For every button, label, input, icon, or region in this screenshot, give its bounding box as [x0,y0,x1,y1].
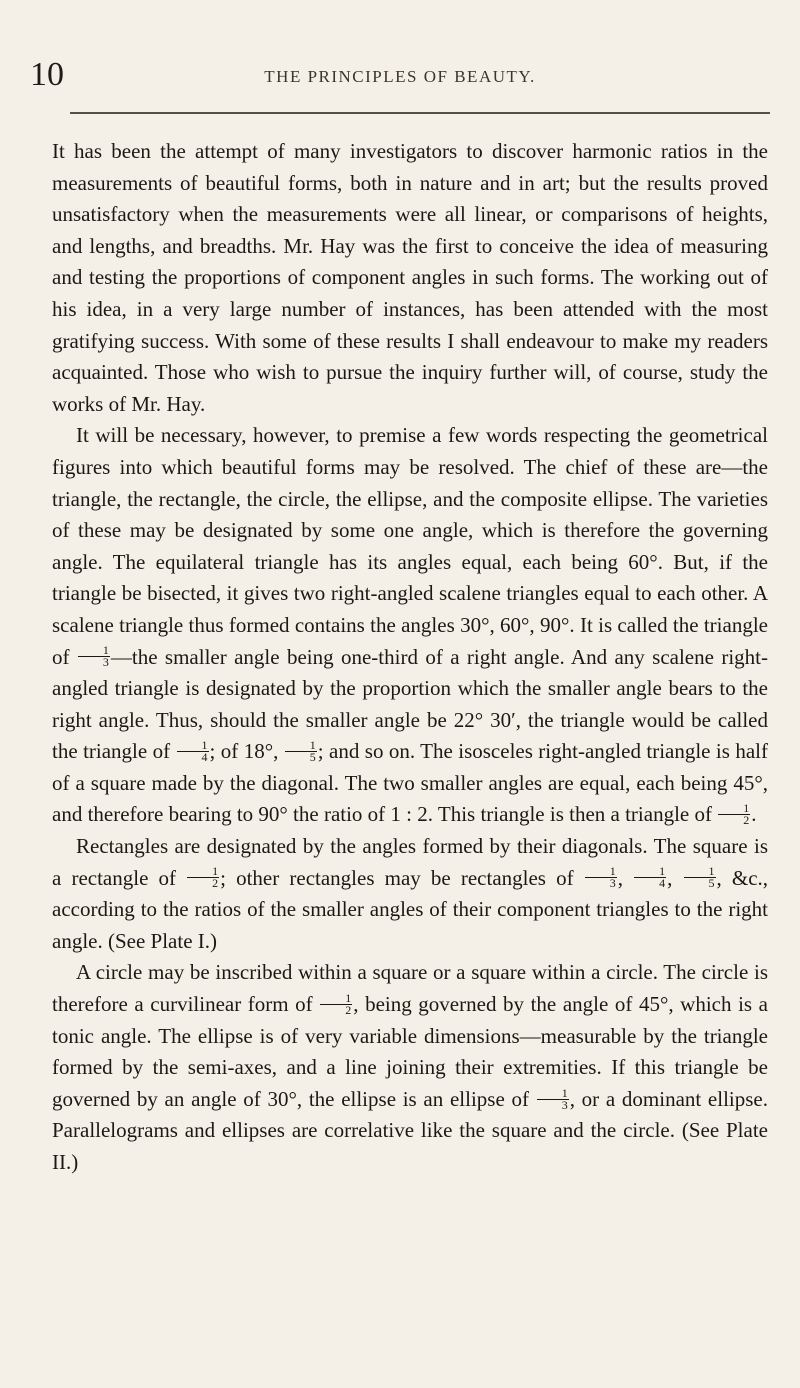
paragraph-text: It has been the attempt of many investigators to discover harmonic ratios in the measurements of beautiful forms, both in nature and in art; but the results proved unsatisfactory when the measurements were all linear, or comparisons of heights, and lengths, and breadths. Mr. Hay was the first to conceive the idea of measuring and testing the proportions of component angles in such forms. The working out of his idea, in a very large number of instances, has been attended with the most gratifying success. With some of these results I shall endeavour to make my readers acquainted. Those who wish to pursue the inquiry further will, of course, study the works of Mr. Hay. [52,139,768,416]
paragraph-text: , [617,865,634,890]
paragraph-text: , [667,865,683,890]
page-number: 10 [30,56,64,93]
paragraph-text: —the smaller angle being one-third of a right angle. And any scalene right-angled triangle is designated by the proportion which the smaller angle bears to the right angle. Thus, should the smaller angle be 22° 30′, the triangle would be called the triangle of [52,644,768,764]
paragraph-text: ; and so on. The isosceles right-angled triangle is half of a square made by the diagonal. The two smaller angles are equal, each being 45°, and therefore bearing to 90° the ratio of 1 : 2. This triangle is then a triangle of [52,739,768,827]
running-head: THE PRINCIPLES OF BEAUTY. [264,67,536,86]
page-header [30,58,770,102]
header-rule [70,112,770,114]
paragraph-text: Rectangles are designated by the angles formed by their diagonals. The square is a rectangle of [52,834,768,890]
paragraph-text: ; other rectangles may be rectangles of [220,865,584,890]
paragraph-2 [52,420,768,831]
paragraph-3 [52,831,768,957]
paragraph-text: It will be necessary, however, to premise a few words respecting the geometrical figures into which beautiful forms may be resolved. The chief of these are—the triangle, the rectangle, the circle, the ellipse, and the composite ellipse. The varieties of these may be designated by some one angle, which is therefore the governing angle. The equilateral triangle has its angles equal, each being 60°. But, if the triangle be bisected, it gives two right-angled scalene triangles equal to each other. A scalene triangle thus formed contains the angles 30°, 60°, 90°. It is called the triangle of [52,423,768,669]
fraction-one-fifth: $\frac{1}{5}$ [684,866,716,889]
fraction-one-half: $\frac{1}{2}$ [718,803,750,826]
fraction-one-fifth: $\frac{1}{5}$ [285,740,317,763]
fraction-one-half: $\frac{1}{2}$ [320,993,352,1016]
fraction-one-third: $\frac{1}{3}$ [585,866,617,889]
paragraph-text: A circle may be inscribed within a square or a square within a circle. The circle is therefore a curvilinear form of [52,960,768,1017]
paragraph-text: , &c., according to the ratios of the smaller angles of their component triangles to the right angle. (See Plate I.) [52,865,769,953]
fraction-one-half: $\frac{1}{2}$ [187,866,219,889]
paragraph-text: ; of 18°, [209,739,284,764]
fraction-one-quarter: $\frac{1}{4}$ [634,866,666,889]
fraction-one-quarter: $\frac{1}{4}$ [177,740,209,763]
fraction-one-third: $\frac{1}{3}$ [537,1088,569,1111]
fraction-one-third: $\frac{1}{3}$ [78,645,110,668]
paragraph-1 [52,136,768,420]
paragraph-text: , being governed by the angle of 45°, which is a tonic angle. The ellipse is of very variable dimensions—measurable by the triangle formed by the semi-axes, and a line joining their extremities. If this triangle be governed by an angle of 30°, the ellipse is an ellipse of [52,992,768,1111]
paragraph-text: . [751,802,757,827]
body-text [52,136,768,1179]
paragraph-4 [52,957,768,1178]
paragraph-text: , or a dominant ellipse. Parallelograms and ellipses are correlative like the square and the circle. (See Plate II.) [52,1086,768,1174]
